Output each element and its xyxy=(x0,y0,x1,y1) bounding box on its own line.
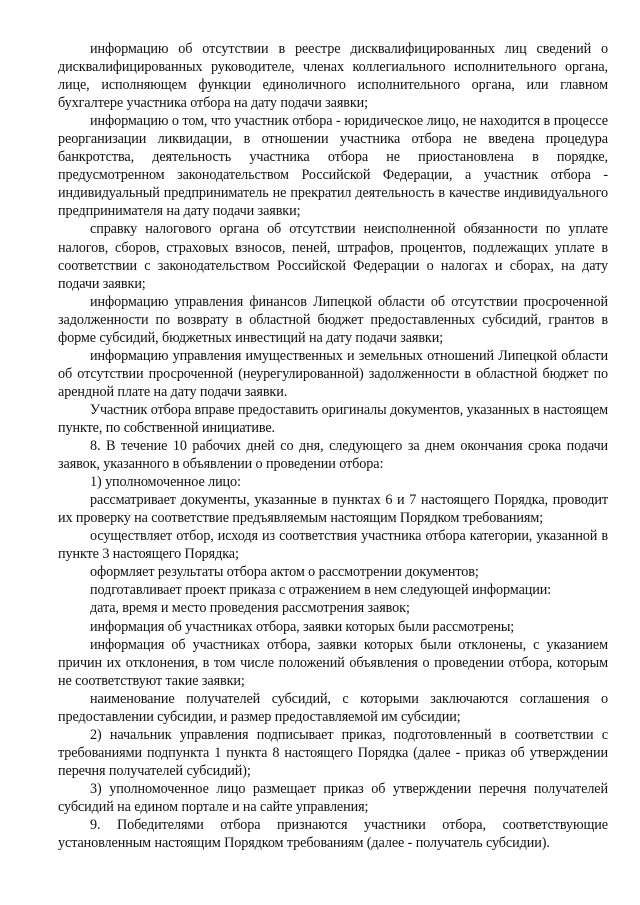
paragraph-rejected-participants: информация об участниках отбора, заявки которых были отклонены, с указанием причин их отклонения, в том числе положений объявления о проведении отбора, которым не соответствуют такие заявки; xyxy=(58,636,608,689)
paragraph-reviewed-participants: информация об участниках отбора, заявки которых были рассмотрены; xyxy=(90,618,515,635)
paragraph-prepares-order: подготавливает проект приказа с отражением в нем следующей информации: xyxy=(90,582,552,599)
paragraph-tax-certificate: справку налогового органа об отсутствии неисполненной обязанности по уплате налогов, сборов, страховых взносов, пеней, штрафов, процентов, подлежащих уплате в соответствии с законодательством Российской Федерации о налогах и сборах, на дату подачи заявки; xyxy=(58,221,608,292)
paragraph-reorganization-info: информацию о том, что участник отбора - юридическое лицо, не находится в процессе реорганизации ликвидации, в отношении участника отбора не введена процедура банкротства, деятельность участника отбора не приостановлена в порядке, предусмотренном законодательством Российской Федерации, а участник отбора - индивидуальный предприниматель не прекратил деятельность в качестве индивидуального предпринимателя на дату подачи заявки; xyxy=(58,113,608,220)
paragraph-item-9-winners: 9. Победителями отбора признаются участники отбора, соответствующие установленным настоящим Порядком требованиям (далее - получатель субсидии). xyxy=(58,817,608,852)
paragraph-recipients-names: наименование получателей субсидий, с которыми заключаются соглашения о предоставлении субсидии, и размер предоставляемой им субсидии; xyxy=(58,690,608,725)
document-body xyxy=(58,40,608,852)
paragraph-head-signs-order: 2) начальник управления подписывает приказ, подготовленный в соответствии с требованиями подпункта 1 пункта 8 настоящего Порядка (далее - приказ об утверждении перечня получателей субсидий); xyxy=(58,726,608,779)
paragraph-performs-selection: осуществляет отбор, исходя из соответствия участника отбора категории, указанной в пункте 3 настоящего Порядка; xyxy=(58,528,608,563)
paragraph-finance-department-info: информацию управления финансов Липецкой области об отсутствии просроченной задолженности по возврату в областной бюджет предоставленных субсидий, грантов в форме субсидий, бюджетных инвестиций на дату подачи заявки; xyxy=(58,293,608,346)
paragraph-reviews-documents: рассматривает документы, указанные в пунктах 6 и 7 настоящего Порядка, проводит их проверку на соответствие предъявляемым настоящим Порядком требованиям; xyxy=(58,492,608,527)
paragraph-publishes-order: 3) уполномоченное лицо размещает приказ об утверждении перечня получателей субсидий на едином портале и на сайте управления; xyxy=(58,780,608,815)
paragraph-disqualified-persons-info: информацию об отсутствии в реестре дисквалифицированных лиц сведений о дисквалифицированных руководителе, членах коллегиального исполнительного органа, лице, исполняющем функции единоличного исполнительного органа, или главном бухгалтере участника отбора на дату подачи заявки; xyxy=(58,41,608,112)
paragraph-formalizes-results: оформляет результаты отбора актом о рассмотрении документов; xyxy=(90,564,479,581)
paragraph-item-8: 8. В течение 10 рабочих дней со дня, следующего за днем окончания срока подачи заявок, указанного в объявлении о проведении отбора: xyxy=(58,438,608,473)
paragraph-property-department-info: информацию управления имущественных и земельных отношений Липецкой области об отсутствии просроченной (неурегулированной) задолженности в областной бюджет по арендной плате на дату подачи заявки. xyxy=(58,347,608,400)
paragraph-authorized-person: 1) уполномоченное лицо: xyxy=(90,474,241,491)
paragraph-date-time-place: дата, время и место проведения рассмотрения заявок; xyxy=(90,600,410,617)
paragraph-originals-right: Участник отбора вправе предоставить оригиналы документов, указанных в настоящем пункте, по собственной инициативе. xyxy=(58,401,608,436)
